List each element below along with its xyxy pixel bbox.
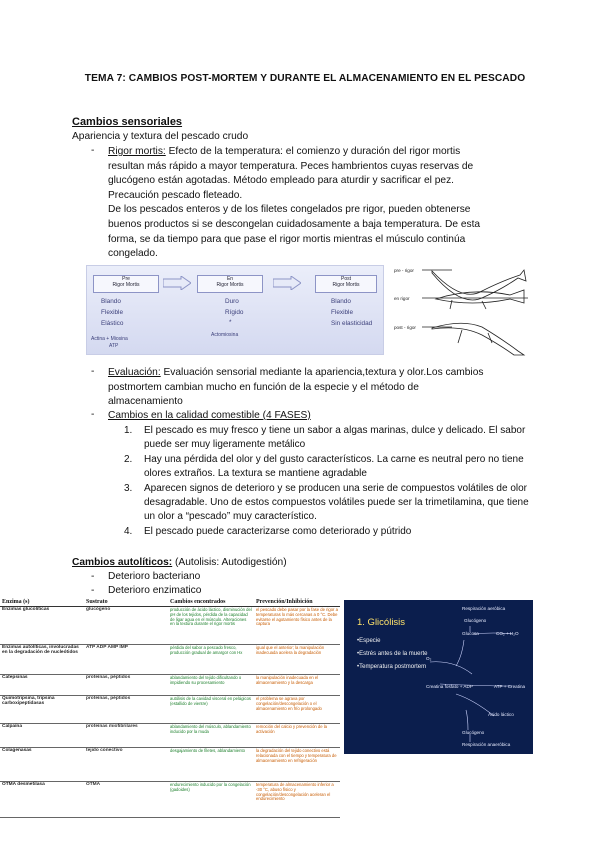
post-prop-1: Blando	[331, 298, 351, 305]
en-prop-1: Duro	[225, 298, 239, 305]
diagram-o2: O₂	[426, 656, 432, 661]
rigor-paragraph	[108, 145, 538, 262]
rigor-label: Rigor mortis:	[108, 146, 166, 157]
rigor-line-4: Precaución pescado fleteado.	[108, 189, 243, 201]
rigor-line-1: Rigor mortis: Efecto de la temperatura: el comienzo y duración del rigor mortis	[108, 146, 461, 157]
fases-list	[124, 424, 534, 539]
fish-label-post: post - rigor	[394, 325, 416, 330]
diagram-co2: CO₂ + H₂O	[496, 631, 519, 636]
glucolisis-item-2: •Estrés antes de la muerte	[357, 651, 428, 657]
stage-box-en: En Rigor Mortis	[197, 275, 263, 293]
atp-label: ATP	[109, 343, 119, 349]
actomiosina-label: Actomiosina	[211, 332, 239, 338]
post-prop-2: Flexible	[331, 309, 354, 316]
bullet-calidad: -	[91, 409, 95, 420]
subheading-apariencia: Apariencia y textura del pescado crudo	[72, 131, 249, 142]
table-row: Calpaína proteínas miofibrilares ablandamiento del músculo, ablandamiento inducido por la muda remoción del calcio y prevención de la activación	[0, 724, 340, 748]
evaluacion-paragraph	[108, 366, 538, 410]
glucolisis-diagram-arrows	[344, 600, 533, 754]
fase-item-3: 3. Aparecen signos de deterioro y se producen una serie de compuestos volátiles de olor desagradable. Uno de estos compuestos volátiles puede ser la trimetilamina, que tiene un olor a “pescado” muy característico.	[124, 482, 529, 523]
en-prop-2: Rígido	[225, 309, 244, 316]
diagram-aerobica: Respiración aeróbica	[462, 606, 506, 611]
glucolisis-slide	[344, 600, 533, 754]
pre-prop-3: Elástico	[101, 320, 124, 327]
table-header-row	[0, 598, 340, 607]
autoliticos-heading-line	[72, 556, 287, 571]
en-prop-3: *	[229, 319, 232, 326]
actina-miosina-label: Actina + Miosina	[91, 336, 128, 342]
diagram-glucogeno: Glucógeno	[464, 618, 487, 623]
evaluacion-label: Evaluación:	[108, 367, 161, 378]
table-row: Catepsinas proteínas, péptidos ablandamiento del tejido dificultando o impidiendo su procesamiento la manipulación inadecuada en el almacenamiento y la descarga	[0, 675, 340, 696]
pre-prop-2: Flexible	[101, 309, 124, 316]
bullet-rigor: -	[91, 145, 95, 156]
diagram-anaerobica: Respiración anaeróbica	[462, 742, 511, 747]
stage-box-pre: Pre Rigor Mortis	[93, 275, 159, 293]
rigor-line-6: buenos productos si se descongelan cuidadosamente a baja temperatura. De esta	[108, 218, 481, 230]
rigor-line-3: glucógeno están agotadas. Método empleado para aturdir y sacrificar el pez.	[108, 175, 455, 187]
glucolisis-item-3: •Temperatura postmortem	[357, 664, 427, 670]
rigor-line-5: De los pescados enteros y de los filetes congelados pre rigor, pueden obtenerse	[108, 204, 471, 216]
post-prop-3: Sin elasticidad	[331, 320, 373, 327]
rigor-mortis-slide	[86, 265, 384, 355]
pre-prop-1: Blando	[101, 298, 121, 305]
bullet-enzimatico: -	[91, 585, 95, 596]
calidad-label: Cambios en la calidad comestible (4 FASES)	[108, 410, 311, 421]
page-title: TEMA 7: CAMBIOS POST-MORTEM Y DURANTE EL ALMACENAMIENTO EN EL PESCADO	[84, 73, 526, 84]
diagram-acido-lactico: Ácido láctico	[488, 712, 514, 717]
glucolisis-title: 1. Glicólisis	[357, 617, 406, 628]
evaluacion-line-3: almacenamiento	[108, 396, 183, 408]
stage-arrow-1	[163, 276, 191, 290]
rigor-line-2: resultan más rápido a mayor temperatura. Peces hambrientos cuyas reservas de	[108, 160, 474, 172]
rigor-line-8: congelado.	[108, 248, 158, 260]
fish-label-en: en rigor	[394, 296, 410, 301]
bullet-bacteriano: -	[91, 571, 95, 582]
fase-item-1: 1. El pescado es muy fresco y tiene un sabor a algas marinas, dulce y delicado. El sabor puede ser muy ligeramente metálico	[124, 425, 526, 451]
header-cambios: Cambios encontrados	[168, 598, 254, 607]
table-row: Quimotripsina, tripsina carboxipeptidasas proteínas, péptidos autólisis de la cavidad visceral en pelágicos (estallido de vientre) el problema se agrava por congelación/descongelación o el almacenamiento en frío prolongado	[0, 696, 340, 724]
autolitico-item-2: Deterioro enzimatico	[108, 585, 202, 596]
fase-item-2: 2. Hay una pérdida del olor y del gusto característicos. La carne es neutral pero no tiene olores extraños. La textura se mantiene agradable	[124, 453, 524, 480]
section-heading-sensoriales: Cambios sensoriales	[72, 116, 183, 128]
header-enzima: Enzima (s)	[0, 598, 84, 607]
autoliticos-heading: Cambios autolíticos:	[72, 557, 173, 568]
header-sustrato: Sustrato	[84, 598, 168, 607]
enzyme-table	[0, 598, 340, 818]
fish-label-pre: pre - rigor	[394, 268, 414, 273]
table-row: Enzimas glucolíticas glucógeno producción de ácido láctico, disminución del pH de los tejidos, pérdida de la capacidad de ligar agua en el músculo. Alteraciones en la textura durante el rigor mortis el pescado debe pasar por la fase de rigor a temperaturas lo más cercanas a 0 °C. Debe evitarse el agotamiento físico antes de la captura	[0, 607, 340, 645]
diagram-glucosa: Glucosa	[462, 631, 479, 636]
autolitico-item-1: Deterioro bacteriano	[108, 571, 201, 582]
stage-box-post: Post Rigor Mortis	[315, 275, 377, 293]
fish-rigor-drawing	[392, 263, 530, 357]
bullet-evaluacion: -	[91, 366, 95, 377]
table-row: Colagenasas tejido conectivo desgajamiento de filetes, ablandamiento la degradación del tejido conectivo está relacionada con el tiempo y temperatura de almacenamiento en refrigeración	[0, 748, 340, 782]
header-prevencion: Prevención/Inhibición	[254, 598, 340, 607]
rigor-line-7: forma, se da tiempo para que pase el rigor mortis mientras el músculo continúa	[108, 233, 466, 245]
autoliticos-note: (Autolisis: Autodigestión)	[172, 557, 287, 568]
fase-item-4: 4. El pescado puede caracterizarse como deteriorado y pútrido	[124, 525, 412, 537]
evaluacion-line-2: postmortem cambian mucho en función de la especie y el método de	[108, 381, 419, 393]
evaluacion-line-1: Evaluación: Evaluación sensorial mediante la apariencia,textura y olor.Los cambios	[108, 367, 484, 378]
glucolisis-item-1: •Especie	[357, 638, 381, 644]
table-row: OTMA desmetilasa OTMA endurecimiento inducido por la congelación (gadoides) temperatura de almacenamiento inferior a -30 °C, abuso físico y congelación/descongelación aceleran el endurecimiento	[0, 782, 340, 818]
table-row: Enzimas autolíticas, involucradas en la degradación de nucleótidos ATP ADP AMP IMP pérdida del sabor a pescado fresco, producción gradual de amargor con Hx igual que el anterior; la manipulación inadecuada acelera la degradación	[0, 645, 340, 675]
diagram-creatina-fosfato: Creatina fosfato + ADP	[426, 684, 473, 689]
diagram-glucogeno-2: Glucógeno	[462, 730, 485, 735]
stage-arrow-2	[273, 276, 301, 290]
diagram-atp-creatina: ATP + Creatina	[494, 684, 526, 689]
